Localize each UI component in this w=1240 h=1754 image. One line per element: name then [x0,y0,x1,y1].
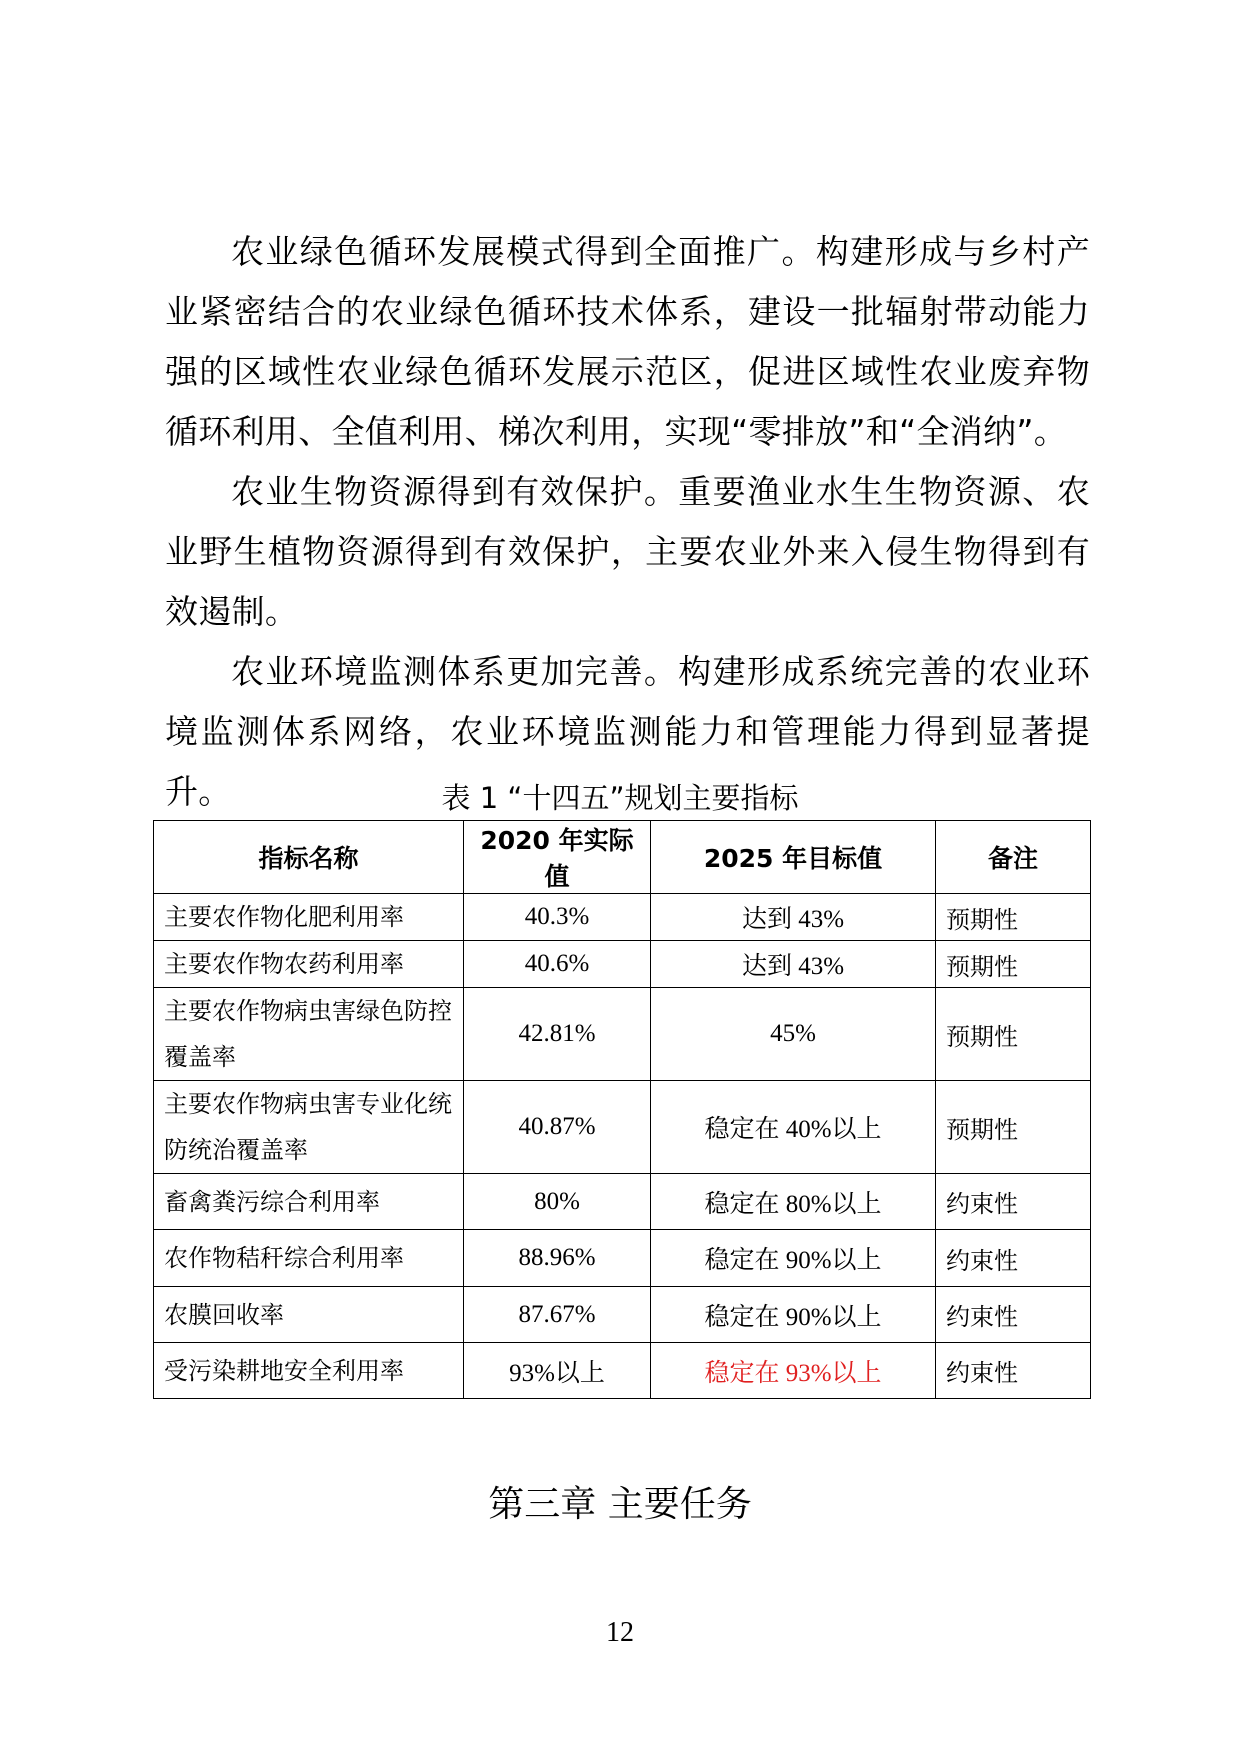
actual-value: 40.87% [464,1081,651,1174]
actual-value: 80% [464,1174,651,1230]
remark: 约束性 [936,1230,1091,1287]
remark: 预期性 [936,894,1091,941]
indicator-name: 主要农作物农药利用率 [154,941,464,988]
indicator-name: 主要农作物病虫害专业化统防统治覆盖率 [154,1081,464,1174]
table-row [154,1174,1091,1230]
indicator-name: 主要农作物病虫害绿色防控覆盖率 [154,988,464,1081]
indicators-table [153,820,1091,1399]
remark: 约束性 [936,1174,1091,1230]
actual-value: 40.6% [464,941,651,988]
actual-value: 88.96% [464,1230,651,1287]
remark: 预期性 [936,988,1091,1081]
actual-value: 42.81% [464,988,651,1081]
actual-value: 87.67% [464,1287,651,1343]
actual-value: 40.3% [464,894,651,941]
target-value: 稳定在 40%以上 [651,1081,936,1174]
target-value: 稳定在 80%以上 [651,1174,936,1230]
page-number: 12 [606,1617,634,1648]
table-row [154,894,1091,941]
remark: 预期性 [936,1081,1091,1174]
paragraph-env-monitoring: 农业环境监测体系更加完善。构建形成系统完善的农业环境监测体系网络，农业环境监测能力和管理能力得到显著提升。 [165,652,1090,811]
table-row [154,1230,1091,1287]
paragraph-bio-resources: 农业生物资源得到有效保护。重要渔业水生生物资源、农业野生植物资源得到有效保护，主要农业外来入侵生物得到有效遏制。 [165,472,1090,631]
indicator-name: 畜禽粪污综合利用率 [154,1174,464,1230]
chapter-title: 第三章 主要任务 [488,1484,752,1525]
header-2025-target: 2025 年目标值 [651,821,936,894]
target-value: 达到 43% [651,894,936,941]
table-row [154,988,1091,1081]
indicator-name: 受污染耕地安全利用率 [154,1343,464,1399]
target-value: 达到 43% [651,941,936,988]
remark: 约束性 [936,1287,1091,1343]
remark: 约束性 [936,1343,1091,1399]
actual-value: 93%以上 [464,1343,651,1399]
table-row [154,941,1091,988]
indicator-name: 主要农作物化肥利用率 [154,894,464,941]
target-value: 稳定在 90%以上 [651,1287,936,1343]
remark: 预期性 [936,941,1091,988]
indicator-name: 农膜回收率 [154,1287,464,1343]
target-value: 稳定在 90%以上 [651,1230,936,1287]
table-caption: 表 1 “十四五”规划主要指标 [441,781,799,815]
table-row [154,1343,1091,1399]
indicator-name: 农作物秸秆综合利用率 [154,1230,464,1287]
table-row [154,1081,1091,1174]
table-header-row [154,821,1091,894]
paragraph-green-cycle: 农业绿色循环发展模式得到全面推广。构建形成与乡村产业紧密结合的农业绿色循环技术体系，建设一批辐射带动能力强的区域性农业绿色循环发展示范区，促进区域性农业废弃物循环利用、全值利用、梯次利用，实现“零排放”和“全消纳”。 [165,232,1090,451]
header-indicator-name: 指标名称 [154,821,464,894]
body-text [165,222,1090,822]
target-value-highlighted: 稳定在 93%以上 [651,1343,936,1399]
header-remarks: 备注 [936,821,1091,894]
target-value: 45% [651,988,936,1081]
table-row [154,1287,1091,1343]
header-2020-actual: 2020 年实际值 [464,821,651,894]
